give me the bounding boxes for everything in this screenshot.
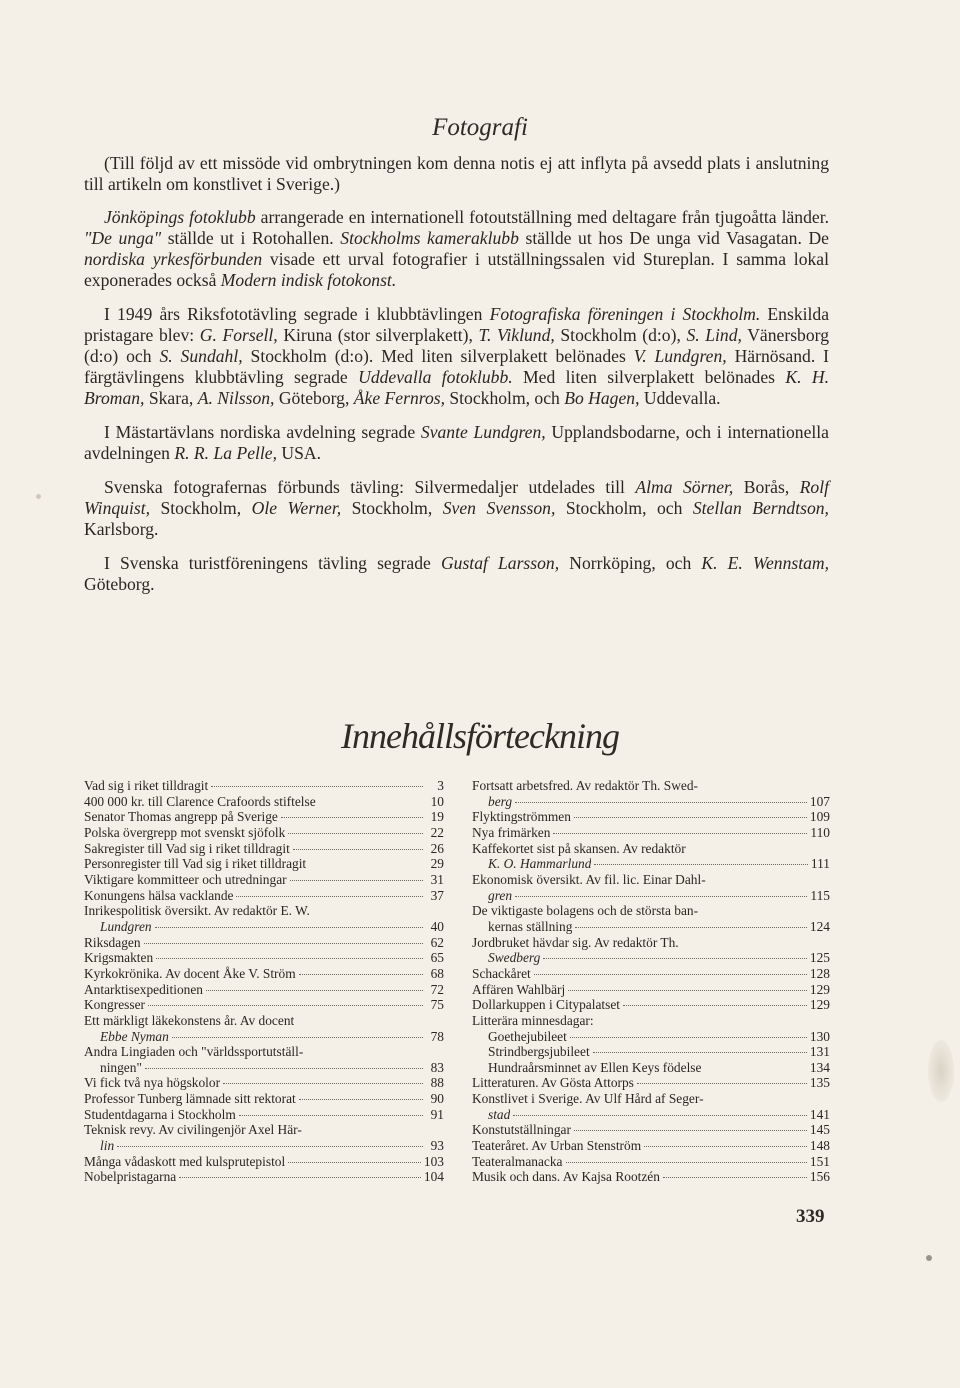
toc-entry xyxy=(472,888,830,904)
toc-entry-title: Andra Lingiaden och "världssportutställ- xyxy=(84,1044,304,1060)
toc-leader-dots xyxy=(239,1115,423,1116)
toc-entry-title: Flyktingströmmen xyxy=(472,809,571,825)
toc-entry-title: 400 000 kr. till Clarence Crafoords stiftelse xyxy=(84,793,316,809)
toc-entry-title: Ekonomisk översikt. Av fil. lic. Einar Dahl- xyxy=(472,871,706,887)
toc-entry-page: 156 xyxy=(809,1169,830,1185)
text-run: Stockholm, xyxy=(150,498,252,518)
toc-entry-title: berg xyxy=(488,793,513,809)
toc-entry-title: Dollarkuppen i Citypalatset xyxy=(472,997,621,1013)
toc-entry xyxy=(472,1013,830,1029)
toc-entry-title: Vad sig i riket tilldragit xyxy=(84,778,209,793)
toc-entry-title: Schackåret xyxy=(472,965,531,981)
text-run: Svenska fotografernas förbunds tävling: Silvermedaljer utdelades till xyxy=(104,477,636,497)
toc-entry xyxy=(472,809,830,825)
toc-entry-page: 107 xyxy=(809,793,830,809)
toc-entry xyxy=(472,778,830,794)
toc-entry-page: 3 xyxy=(437,778,444,793)
text-run: I Mästartävlans nordiska avdelning segrade xyxy=(104,422,421,442)
toc-entry-title: Fortsatt arbetsfred. Av redaktör Th. Swed- xyxy=(472,778,698,793)
toc-entry-title: kernas ställning xyxy=(488,918,573,934)
text-run: Skara, xyxy=(144,388,198,408)
text-run: Vänersborg (d:o) och xyxy=(84,325,829,366)
toc-entry xyxy=(472,825,830,841)
italic-text: T. Viklund, xyxy=(478,325,555,345)
toc-leader-dots xyxy=(179,1177,421,1178)
toc-entry-title: gren xyxy=(488,887,513,903)
italic-text: Modern indisk fotokonst. xyxy=(220,270,397,290)
toc-entry-page: 109 xyxy=(809,809,830,825)
toc-leader-dots xyxy=(281,817,423,818)
toc-entry-title: Kaffekortet sist på skansen. Av redaktör xyxy=(472,840,686,856)
italic-text: Stockholms kameraklubb xyxy=(340,228,519,248)
italic-text: Uddevalla fotoklubb. xyxy=(358,367,513,387)
italic-text: K. H. Broman, xyxy=(84,367,830,408)
toc-entry-page: 93 xyxy=(430,1138,444,1154)
toc-entry-title: Kongresser xyxy=(84,997,145,1013)
text-run: Härnösand. I färgtävlingens klubbtävling segrade xyxy=(84,346,829,387)
toc-leader-dots xyxy=(566,1162,807,1163)
text-run: USA. xyxy=(277,443,321,463)
toc-entry xyxy=(84,903,444,919)
toc-entry-title: K. O. Hammarlund xyxy=(488,856,592,872)
toc-leader-dots xyxy=(145,1068,423,1069)
toc-entry-page: 145 xyxy=(809,1122,830,1138)
page-title: Fotografi xyxy=(432,114,528,141)
italic-text: Gustaf Larsson, xyxy=(440,553,560,573)
toc-entry xyxy=(84,841,444,857)
toc-entry-page: 135 xyxy=(809,1075,830,1091)
text-run: Göteborg, xyxy=(274,388,354,408)
toc-entry xyxy=(84,1060,444,1076)
toc-entry xyxy=(84,1169,444,1185)
toc-entry xyxy=(472,794,830,810)
toc-leader-dots xyxy=(236,896,423,897)
italic-text: Åke Fernros, xyxy=(353,388,445,408)
toc-right-column xyxy=(472,778,830,1185)
toc-entry-page: 91 xyxy=(430,1106,444,1122)
toc-entry-page: 90 xyxy=(430,1091,444,1107)
toc-entry-page: 75 xyxy=(430,997,444,1013)
toc-leader-dots xyxy=(211,786,423,787)
italic-text: Ole Werner, xyxy=(251,498,342,518)
toc-leader-dots xyxy=(172,1037,423,1038)
toc-entry-title: Affären Wahlbärj xyxy=(472,981,566,997)
toc-entry-page: 115 xyxy=(810,887,830,903)
toc-entry xyxy=(472,1075,830,1091)
toc-entry-page: 29 xyxy=(430,856,444,872)
toc-entry xyxy=(472,950,830,966)
toc-entry xyxy=(472,1029,830,1045)
text-run: Norrköping, och xyxy=(559,553,702,573)
toc-entry-page: 104 xyxy=(423,1169,444,1185)
text-run: (Till följd av ett missöde vid ombrytningen kom denna notis ej att inflyta på avsedd plats i anslutning till artikeln om konstlivet i Sverige.) xyxy=(84,153,829,194)
toc-entry-title: Riksdagen xyxy=(84,934,141,950)
toc-entry xyxy=(84,1091,444,1107)
toc-leader-dots xyxy=(574,817,807,818)
toc-entry xyxy=(472,919,830,935)
toc-leader-dots xyxy=(206,990,423,991)
paper-spot xyxy=(36,494,41,499)
toc-entry-page: 78 xyxy=(430,1028,444,1044)
toc-entry-title: Personregister till Vad sig i riket tilldragit xyxy=(84,856,307,872)
toc-leader-dots xyxy=(644,1146,807,1147)
italic-text: Fotografiska föreningen i Stockholm. xyxy=(489,304,761,324)
toc-entry-title: Ebbe Nyman xyxy=(100,1028,169,1044)
toc-entry xyxy=(84,1122,444,1138)
toc-entry xyxy=(472,1138,830,1154)
toc-entry xyxy=(84,825,444,841)
text-run: Upplandsbodarne, och i internationella avdelningen xyxy=(84,422,829,463)
toc-entry-title: Strindbergsjubileet xyxy=(488,1044,590,1060)
text-run: Stockholm, och xyxy=(444,388,565,408)
text-run: Stockholm (d:o), xyxy=(554,325,687,345)
toc-entry-title: Viktigare kommitteer och utredningar xyxy=(84,871,287,887)
toc-leader-dots xyxy=(553,833,807,834)
toc-entry xyxy=(472,966,830,982)
toc-entry-page: 110 xyxy=(810,824,830,840)
italic-text: Jönköpings fotoklubb xyxy=(104,207,256,227)
toc-entry-title: lin xyxy=(100,1138,115,1154)
text-run: arrangerade en internationell fotoutställning med deltagare från tjugoåtta länder. xyxy=(255,207,829,227)
toc-entry-page: 141 xyxy=(809,1106,830,1122)
toc-entry-title: Nobelpristagarna xyxy=(84,1169,177,1185)
toc-leader-dots xyxy=(594,864,807,865)
article-paragraph xyxy=(84,207,829,291)
toc-entry-page: 26 xyxy=(430,840,444,856)
toc-entry-title: Hundraårsminnet av Ellen Keys födelse xyxy=(488,1059,702,1075)
toc-leader-dots xyxy=(156,958,423,959)
article-paragraph xyxy=(84,304,829,409)
toc-leader-dots xyxy=(513,1115,807,1116)
toc-entry-page: 37 xyxy=(430,887,444,903)
toc-leader-dots xyxy=(293,849,423,850)
toc-entry-title: Konstutställningar xyxy=(472,1122,571,1138)
toc-entry-page: 128 xyxy=(809,965,830,981)
toc-entry xyxy=(472,903,830,919)
toc-entry-title: Litteraturen. Av Gösta Attorps xyxy=(472,1075,634,1091)
toc-entry xyxy=(472,1091,830,1107)
toc-entry-title: Goethejubileet xyxy=(488,1028,567,1044)
text-run: Stockholm, och xyxy=(555,498,693,518)
italic-text: Bo Hagen, xyxy=(564,388,640,408)
toc-leader-dots xyxy=(515,802,807,803)
toc-entry-page: 72 xyxy=(430,981,444,997)
toc-entry xyxy=(84,872,444,888)
toc-entry-title: Litterära minnesdagar: xyxy=(472,1012,594,1028)
text-run: I Svenska turistföreningens tävling segrade xyxy=(104,553,441,573)
toc-entry-title: Konungens hälsa vacklande xyxy=(84,887,234,903)
toc-entry xyxy=(84,888,444,904)
italic-text: V. Lundgren, xyxy=(633,346,727,366)
italic-text: Rolf Winquist, xyxy=(84,477,830,518)
toc-leader-dots xyxy=(568,990,807,991)
italic-text: S. Sundahl, xyxy=(159,346,243,366)
toc-entry-page: 68 xyxy=(430,965,444,981)
toc-entry-title: Kyrkokrönika. Av docent Åke V. Ström xyxy=(84,965,296,981)
toc-entry xyxy=(472,982,830,998)
toc-entry-page: 151 xyxy=(809,1153,830,1169)
toc-entry xyxy=(472,1107,830,1123)
toc-leader-dots xyxy=(299,1099,423,1100)
toc-leader-dots xyxy=(288,1162,421,1163)
toc-entry-page: 131 xyxy=(809,1044,830,1060)
article-paragraph xyxy=(84,153,829,195)
italic-text: Stellan Berndtson, xyxy=(692,498,829,518)
toc-entry-title: stad xyxy=(488,1106,511,1122)
text-run: Kiruna (stor silverplakett), xyxy=(277,325,479,345)
toc-entry-title: Professor Tunberg lämnade sitt rektorat xyxy=(84,1091,296,1107)
toc-entry-title: Antarktisexpeditionen xyxy=(84,981,203,997)
toc-entry-title: Teknisk revy. Av civilingenjör Axel Här- xyxy=(84,1122,302,1138)
toc-leader-dots xyxy=(637,1083,807,1084)
toc-entry-title: Polska övergrepp mot svenskt sjöfolk xyxy=(84,824,286,840)
paper-spot xyxy=(926,1255,932,1261)
article-paragraph xyxy=(84,422,829,464)
toc-leader-dots xyxy=(575,927,806,928)
italic-text: Alma Sörner, xyxy=(635,477,734,497)
toc-entry-title: Senator Thomas angrepp på Sverige xyxy=(84,809,278,825)
toc-leader-dots xyxy=(623,1005,807,1006)
toc-entry xyxy=(84,966,444,982)
italic-text: S. Lind, xyxy=(686,325,742,345)
toc-entry-title: Vi fick två nya högskolor xyxy=(84,1075,221,1091)
toc-entry xyxy=(472,856,830,872)
italic-text: Svante Lundgren, xyxy=(420,422,546,442)
toc-entry xyxy=(472,935,830,951)
toc-entry xyxy=(84,919,444,935)
toc-entry-page: 40 xyxy=(430,918,444,934)
toc-entry-title: Många vådaskott med kulsprutepistol xyxy=(84,1153,286,1169)
toc-leader-dots xyxy=(543,958,807,959)
text-run: Uddevalla. xyxy=(639,388,721,408)
toc-entry-page: 62 xyxy=(430,934,444,950)
toc-entry-title: Teateralmanacka xyxy=(472,1153,563,1169)
italic-text: K. E. Wennstam, xyxy=(701,553,830,573)
toc-entry xyxy=(84,935,444,951)
italic-text: "De unga" xyxy=(84,228,162,248)
toc-entry xyxy=(84,997,444,1013)
toc-entry xyxy=(84,1013,444,1029)
toc-entry-title: Ett märkligt läkekonstens år. Av docent xyxy=(84,1012,295,1028)
toc-entry xyxy=(472,1044,830,1060)
toc-entry-page: 148 xyxy=(809,1138,830,1154)
text-run: Stockholm (d:o). Med liten silverplakett belönades xyxy=(242,346,634,366)
toc-entry-page: 124 xyxy=(809,918,830,934)
toc-entry-title: Krigsmakten xyxy=(84,950,154,966)
toc-leader-dots xyxy=(515,896,807,897)
toc-entry xyxy=(472,1122,830,1138)
toc-entry xyxy=(84,950,444,966)
text-run: ställde ut hos De unga vid Vasagatan. De xyxy=(518,228,829,248)
toc-leader-dots xyxy=(299,974,423,975)
toc-entry xyxy=(472,841,830,857)
toc-leader-dots xyxy=(290,880,423,881)
toc-leader-dots xyxy=(144,943,423,944)
text-run: ställde ut i Rotohallen. xyxy=(161,228,341,248)
toc-entry-page: 65 xyxy=(430,950,444,966)
italic-text: nordiska yrkesförbunden xyxy=(84,249,263,269)
italic-text: R. R. La Pelle, xyxy=(174,443,277,463)
toc-entry-title: Nya frimärken xyxy=(472,824,551,840)
toc-entry xyxy=(472,997,830,1013)
toc-entry-page: 88 xyxy=(430,1075,444,1091)
text-run: Stockholm, xyxy=(341,498,443,518)
toc-leader-dots xyxy=(534,974,807,975)
text-run: Karlsborg. xyxy=(84,519,159,539)
toc-entry-page: 111 xyxy=(810,856,830,872)
text-run: I 1949 års Riksfototävling segrade i klubbtävlingen xyxy=(104,304,490,324)
article-paragraph xyxy=(84,553,829,595)
toc-leader-dots xyxy=(288,833,423,834)
toc-entry-title: De viktigaste bolagens och de största ban- xyxy=(472,903,699,919)
toc-entry-page: 83 xyxy=(430,1059,444,1075)
toc-leader-dots xyxy=(574,1130,807,1131)
toc-entry xyxy=(84,1029,444,1045)
toc-leader-dots xyxy=(663,1177,807,1178)
article-paragraph xyxy=(84,477,829,540)
page-number: 339 xyxy=(796,1206,825,1227)
italic-text: A. Nilsson, xyxy=(197,388,275,408)
toc-leader-dots xyxy=(593,1052,807,1053)
toc-entry-page: 22 xyxy=(430,824,444,840)
toc-entry xyxy=(84,982,444,998)
italic-text: G. Forsell, xyxy=(199,325,278,345)
text-run: Enskilda pristagare blev: xyxy=(84,304,830,345)
toc-leader-dots xyxy=(570,1037,807,1038)
toc-entry-page: 134 xyxy=(809,1059,830,1075)
toc-leader-dots xyxy=(117,1146,423,1147)
toc-entry xyxy=(472,1169,830,1185)
toc-entry-title: Swedberg xyxy=(488,950,541,966)
toc-entry xyxy=(472,872,830,888)
text-run: Med liten silverplakett belönades xyxy=(512,367,786,387)
text-run: Borås, xyxy=(733,477,800,497)
toc-leader-dots xyxy=(223,1083,423,1084)
toc-entry xyxy=(84,794,444,810)
text-run: Göteborg. xyxy=(84,574,155,594)
toc-entry-title: Konstlivet i Sverige. Av Ulf Hård af Seger- xyxy=(472,1091,704,1107)
toc-leader-dots xyxy=(155,927,423,928)
article-body xyxy=(84,153,829,608)
toc-entry-title: ningen" xyxy=(100,1059,142,1075)
toc-leader-dots xyxy=(148,1005,423,1006)
toc-entry xyxy=(472,1060,830,1076)
toc-entry-page: 130 xyxy=(809,1028,830,1044)
toc-entry xyxy=(84,809,444,825)
toc-entry-title: Studentdagarna i Stockholm xyxy=(84,1106,236,1122)
toc-entry xyxy=(84,1154,444,1170)
toc-entry-page: 19 xyxy=(430,809,444,825)
text-run: visade ett urval fotografier i utställningssalen vid Stureplan. I samma lokal exponerades också xyxy=(84,249,829,290)
toc-entry xyxy=(84,778,444,794)
toc-entry xyxy=(84,1138,444,1154)
toc-entry-title: Lundgren xyxy=(100,918,152,934)
toc-title: Innehållsförteckning xyxy=(341,716,619,756)
toc-entry xyxy=(472,1154,830,1170)
toc-entry-title: Musik och dans. Av Kajsa Rootzén xyxy=(472,1169,660,1185)
toc-entry-page: 10 xyxy=(430,793,444,809)
toc-entry-page: 125 xyxy=(809,950,830,966)
toc-entry-page: 129 xyxy=(809,997,830,1013)
toc-entry-title: Teateråret. Av Urban Stenström xyxy=(472,1138,642,1154)
toc-entry xyxy=(84,1075,444,1091)
toc-entry-title: Sakregister till Vad sig i riket tilldragit xyxy=(84,840,290,856)
toc-entry xyxy=(84,1044,444,1060)
toc-left-column xyxy=(84,778,444,1185)
toc-entry-page: 103 xyxy=(423,1153,444,1169)
italic-text: Sven Svensson, xyxy=(442,498,556,518)
toc-entry-page: 31 xyxy=(430,871,444,887)
toc-entry-title: Inrikespolitisk översikt. Av redaktör E. W. xyxy=(84,903,310,919)
toc-entry xyxy=(84,856,444,872)
toc-entry xyxy=(84,1107,444,1123)
toc-entry-title: Jordbruket hävdar sig. Av redaktör Th. xyxy=(472,934,679,950)
paper-stain xyxy=(928,1040,954,1102)
toc-entry-page: 129 xyxy=(809,981,830,997)
